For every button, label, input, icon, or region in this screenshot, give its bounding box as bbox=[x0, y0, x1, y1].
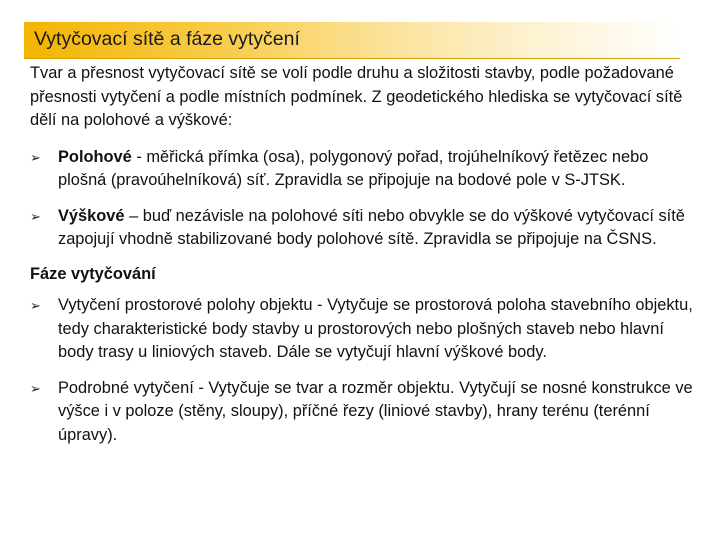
title-underline bbox=[24, 58, 680, 59]
slide-content bbox=[30, 62, 700, 447]
phases-heading: Fáze vytyčování bbox=[30, 264, 156, 283]
bullet-term: Výškové bbox=[58, 206, 125, 225]
list-item bbox=[30, 294, 700, 365]
intro-paragraph: Tvar a přesnost vytyčovací sítě se volí podle druhu a složitosti stavby, podle požadované přesnosti vytyčení a podle místních podmínek. Z geodetického hlediska se vytyčovací sítě dělí na polohové a výškové: bbox=[30, 64, 683, 129]
bullet-text: Podrobné vytyčení - Vytyčuje se tvar a rozměr objektu. Vytyčují se nosné konstrukce ve výšce i v poloze (stěny, sloupy), příčné řezy (liniové stavby), hrany terénu (terénní úpravy). bbox=[58, 378, 693, 444]
bullet-text: - měřická přímka (osa), polygonový pořad, trojúhelníkový řetězec nebo plošná (pravoúhelníková) síť. Zpravidla se připojuje na bodové pole v S-JTSK. bbox=[58, 147, 649, 189]
network-types-list bbox=[30, 146, 700, 252]
list-item bbox=[30, 377, 700, 448]
bullet-text: Vytyčení prostorové polohy objektu - Vytyčuje se prostorová poloha stavebního objektu, tedy charakteristické body stavby u prostorových nebo plošných staveb nebo hlavní body trasy u liniových staveb. Dále se vytyčují hlavní výškové body. bbox=[58, 296, 693, 361]
list-item bbox=[30, 205, 700, 252]
slide-title: Vytyčovací sítě a fáze vytyčení bbox=[34, 28, 300, 50]
arrow-bullet-icon: ➢ bbox=[30, 298, 41, 313]
arrow-bullet-icon: ➢ bbox=[30, 149, 41, 165]
bullet-text: – buď nezávisle na polohové síti nebo obvykle se do výškové vytyčovací sítě zapojují vhodně stabilizované body polohové sítě. Zpravidla se připojuje na ČSNS. bbox=[58, 206, 685, 248]
arrow-bullet-icon: ➢ bbox=[30, 208, 41, 224]
bullet-term: Polohové bbox=[58, 147, 132, 166]
arrow-bullet-icon: ➢ bbox=[30, 380, 41, 396]
list-item bbox=[30, 146, 700, 193]
phases-list bbox=[30, 294, 700, 447]
